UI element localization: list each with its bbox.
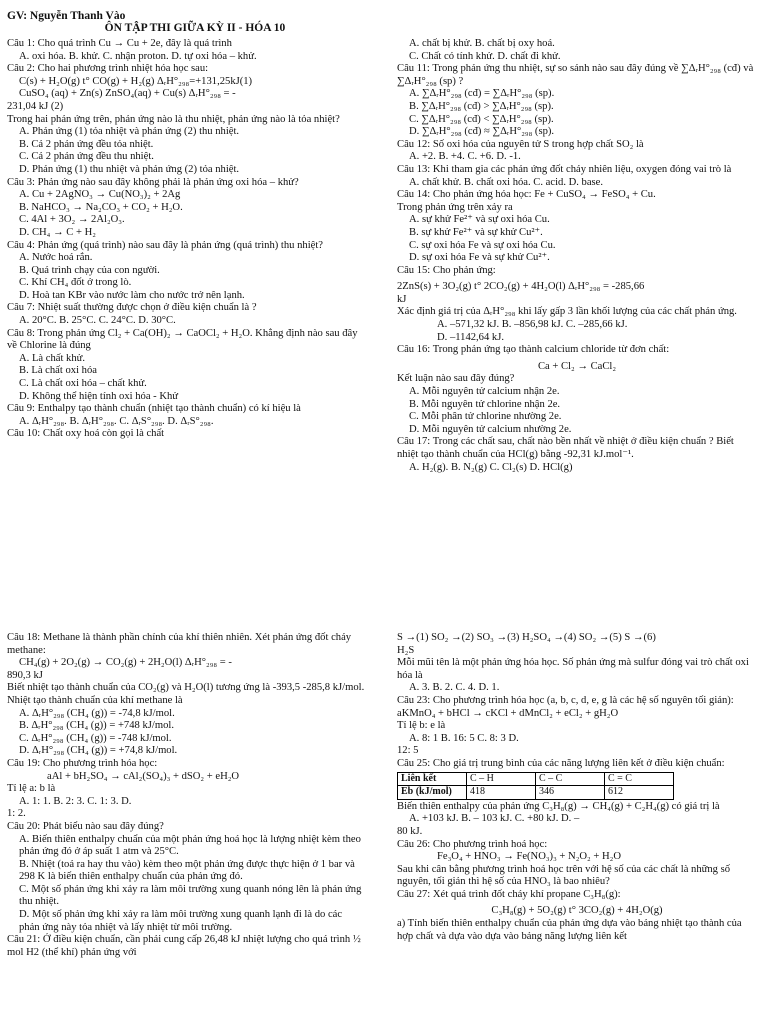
q15-eq-cont: kJ [397,293,407,305]
q12: Câu 12: Số oxi hóa của nguyên tử S trong hợp chất SO₂ là [397,138,644,150]
q9-options: A. ΔᵣH°₂₉₈. B. ΔᵣH°₂₉₈. C. ΔᵣS°₂₉₈. D. ΔᵣS°₂₉₈. [19,415,214,427]
q14-stem: Trong phản ứng trên xảy ra [397,201,513,213]
table-header-cell: C – H [467,772,536,786]
q2-c: C. Cả 2 phản ứng đều thu nhiệt. [19,151,154,163]
q19-options-cont: 1: 2. [7,808,26,820]
q25-options-cont: 80 kJ. [397,825,423,837]
q26-stem: Sau khi cân bằng phương trình hoá học trên với hệ số của các chất là những số nguyên, tối giản thì hệ số của HNO₃ là bao nhiêu? [397,863,731,888]
q27: Câu 27: Xét quá trình đốt cháy khí propane C₃H₈(g): [397,888,621,900]
table-cell: 612 [605,786,674,800]
q7: Câu 7: Nhiệt suất thường được chọn ở điều kiện chuẩn là ? [7,302,257,314]
q27-a: a) Tính biến thiên enthalpy chuẩn của phản ứng dựa vào bảng nhiệt tạo thành của hợp chất và dựa vào dựa vào bảng năng lượng liên kết [397,918,742,942]
q11: Câu 11: Trong phản ứng thu nhiệt, sự so sánh nào sau đây đúng về ∑ΔᵣH°₂₉₈ (cđ) và ∑ΔᵣH°₂₉₈ (sp) ? [397,63,754,87]
q17-options: A. H₂(g). B. N₂(g) C. Cl₂(s) D. HCl(g) [409,461,573,473]
q26-eq: Fe₃O₄ + HNO₃ → Fe(NO₃)₃ + N₂O₂ + H₂O [437,851,621,863]
q16-eq: Ca + Cl₂ → CaCl₂ [537,360,617,372]
q19: Câu 19: Cho phương trình hóa học: [7,757,158,769]
q2-eq1: C(s) + H₂O(g) t° CO(g) + H₂(g) ΔᵣH°₂₉₈=+131,25kJ(1) [19,75,253,87]
q13: Câu 13: Khi tham gia các phản ứng đốt cháy nhiên liệu, oxygen đóng vai trò là [397,163,732,175]
q13-options: A. chất khử. B. chất oxi hóa. C. acid. D. base. [409,176,604,188]
q14-d: D. sự oxi hóa Fe và sự khử Cu²⁺. [409,252,550,264]
q16-b: B. Mỗi nguyên tử chlorine nhận 2e. [409,398,561,410]
q18-eq: CH₄(g) + 2O₂(g) → CO₂(g) + 2H₂O(l) ΔᵣH°₂₉₈ = - [19,657,232,669]
q2-eq2: CuSO₄ (aq) + Zn(s) ZnSO₄(aq) + Cu(s) ΔᵣH°₂₉₈ = - [19,88,236,100]
q23-options: A. 8: 1 B. 16: 5 C. 8: 3 D. [409,732,519,744]
q22-chain-cont: H₂S [397,644,415,656]
q14-a: A. sự khử Fe²⁺ và sự oxi hóa Cu. [409,214,550,226]
q4-c: C. Khí CH₄ đốt ở trong lò. [19,277,132,289]
column-right-bottom [397,632,757,943]
q10-ab: A. chất bị khử. B. chất bị oxy hoá. [409,38,555,49]
q4-d: D. Hoà tan KBr vào nước làm cho nước trở nên lạnh. [19,289,245,301]
table-row [398,786,674,800]
bond-energy-table [397,772,674,800]
q20-b: B. Nhiệt (toả ra hay thu vào) kèm theo một phản ứng được thực hiện ở 1 bar và 298 K là biến thiên enthalpy chuẩn của phản ứng đó. [19,858,355,883]
q2-b: B. Cả 2 phản ứng đều tỏa nhiệt. [19,138,154,150]
q3-c: C. 4Al + 3O₂ → 2Al₂O₃. [19,214,125,226]
q3: Câu 3: Phản ứng nào sau đây không phải là phản ứng oxi hóa – khử? [7,176,299,188]
q11-c: C. ∑ΔᵣH°₂₉₈ (cđ) < ∑ΔᵣH°₂₉₈ (sp). [409,113,554,125]
table-header-cell: Liên kết [398,772,467,786]
column-left-top [7,38,365,441]
q16-c: C. Mỗi phân tử chlorine nhường 2e. [409,411,562,423]
q20-c: C. Một số phản ứng khi xảy ra làm môi trường xung quanh nóng lên là phản ứng thu nhiệt. [19,883,362,908]
q27-eq: C₃H₈(g) + 5O₂(g) t° 3CO₂(g) + 4H₂O(g) [491,905,663,917]
q8-c: C. Là chất oxi hóa – chất khử. [19,378,147,390]
q25: Câu 25: Cho giá trị trung bình của các năng lượng liên kết ở điều kiện chuẩn: [397,757,725,769]
q15-abc: A. –571,32 kJ. B. –856,98 kJ. C. –285,66 kJ. [437,319,628,331]
q15-d: D. –1142,64 kJ. [437,331,504,343]
column-left-bottom [7,632,365,959]
q23: Câu 23: Cho phương trình hóa học (a, b, c, d, e, g là các hệ số nguyên tối giản): aKMnO₄ + bHCl → cKCl + dMnCl₂ + eCl₂ + gH₂O [397,694,734,719]
q3-a: A. Cu + 2AgNO₃ → Cu(NO₃)₂ + 2Ag [19,189,181,201]
q18-c: C. ΔᵣH°₂₉₈ (CH₄ (g)) = -748 kJ/mol. [19,732,172,744]
q20: Câu 20: Phát biểu nào sau đây đúng? [7,820,164,832]
page-title: ÔN TẬP THI GIỮA KỲ II - HÓA 10 [104,22,286,34]
q18-d: D. ΔᵣH°₂₉₈ (CH₄ (g)) = +74,8 kJ/mol. [19,745,178,757]
q4-b: B. Quá trình chạy của con người. [19,264,160,276]
q16-a: A. Mỗi nguyên tử calcium nhận 2e. [409,386,560,398]
q22-chain: S →(1) SO₂ →(2) SO₃ →(3) H₂SO₄ →(4) SO₂ →(5) S →(6) [397,632,656,643]
q20-a: A. Biến thiên enthalpy chuẩn của một phản ứng hoá học là lượng nhiệt kèm theo phản ứng đó ở áp suất 1 atm và 25°C. [19,833,361,858]
q18: Câu 18: Methane là thành phần chính của khí thiên nhiên. Xét phản ứng đốt cháy methane: [7,632,352,656]
q15-eq: 2ZnS(s) + 3O₂(g) t° 2CO₂(g) + 4H₂O(l) ΔᵣH°₂₉₈ = -285,66 [397,281,645,293]
q11-b: B. ∑ΔᵣH°₂₉₈ (cđ) > ∑ΔᵣH°₂₉₈ (sp). [409,100,554,112]
q3-d: D. CH₄ → C + H₂ [19,226,96,238]
q3-b: B. NaHCO₃ → Na₂CO₃ + CO₂ + H₂O. [19,201,183,213]
q25-options: A. +103 kJ. B. – 103 kJ. C. +80 kJ. D. – [409,813,580,825]
q14-b: B. sự khử Fe²⁺ và sự khử Cu²⁺. [409,226,543,238]
q21: Câu 21: Ở điều kiện chuẩn, cần phải cung cấp 26,48 kJ nhiệt lượng cho quá trình ½ mol H2 (thể khí) phản ứng với [7,934,361,958]
q10-cd: C. Chất có tính khử. D. chất đi khử. [409,50,561,62]
q25-stem: Biến thiên enthalpy của phản ứng C₃H₈(g) → CH₄(g) + C₂H₄(g) có giá trị là [397,800,720,812]
q2-d: D. Phản ứng (1) thu nhiệt và phản ứng (2) tỏa nhiệt. [19,163,240,175]
q1-options: A. oxi hóa. B. khử. C. nhận proton. D. tự oxi hóa – khử. [19,50,257,62]
q23-stem: Tỉ lệ b: e là [397,720,446,732]
q18-b: B. ΔᵣH°₂₉₈ (CH₄ (g)) = +748 kJ/mol. [19,720,174,732]
table-cell: Eb (kJ/mol) [398,786,467,800]
q12-options: A. +2. B. +4. C. +6. D. -1. [409,151,521,163]
q7-options: A. 20°C. B. 25°C. C. 24°C. D. 30°C. [19,315,176,327]
q10: Câu 10: Chất oxy hoá còn gọi là chất [7,428,165,440]
teacher-name: GV: Nguyễn Thanh Vào [7,10,126,22]
q2-eq2-cont: 231,04 kJ (2) [7,100,64,112]
q4-a: A. Nước hoá rắn. [19,252,93,264]
q2-a: A. Phản ứng (1) tỏa nhiệt và phản ứng (2) thu nhiệt. [19,126,240,138]
q1: Câu 1: Cho quá trình Cu → Cu + 2e, đây là quá trình [7,38,232,49]
q11-a: A. ∑ΔᵣH°₂₉₈ (cđ) = ∑ΔᵣH°₂₉₈ (sp). [409,88,555,100]
q18-eq-cont: 890,3 kJ [7,669,43,681]
q19-options: A. 1: 1. B. 2: 3. C. 1: 3. D. [19,795,132,807]
q16: Câu 16: Trong phản ứng tạo thành calcium chloride từ đơn chất: [397,344,670,356]
table-cell: 346 [536,786,605,800]
table-row [398,772,674,786]
q8-a: A. Là chất khử. [19,352,86,364]
q11-d: D. ∑ΔᵣH°₂₉₈ (cđ) ≈ ∑ΔᵣH°₂₉₈ (sp). [409,126,555,138]
q8: Câu 8: Trong phản ứng Cl₂ + Ca(OH)₂ → CaOCl₂ + H₂O. Khẳng định nào sau đây về Chlorine là đúng [7,327,358,352]
q15: Câu 15: Cho phản ứng: [397,264,496,276]
q15-stem: Xác định giá trị của ΔᵣH°₂₉₈ khi lấy gấp 3 lần khối lượng của các chất phản ứng. [397,306,737,318]
q9: Câu 9: Enthalpy tạo thành chuẩn (nhiệt tạo thành chuẩn) có kí hiệu là [7,403,301,415]
table-cell: 418 [467,786,536,800]
table-header-cell: C – C [536,772,605,786]
q16-d: D. Mỗi nguyên tử calcium nhường 2e. [409,423,572,435]
q4: Câu 4: Phản ứng (quá trình) nào sau đây là phản ứng (quá trình) thu nhiệt? [7,239,323,251]
q23-options-cont: 12: 5 [397,745,419,757]
q18-stem: Biết nhiệt tạo thành chuẩn của CO₂(g) và H₂O(l) tương ứng là -393,5 -285,8 kJ/mol. Nhiệt tạo thành chuẩn của khí methane là [7,682,365,706]
q22-stem: Mỗi mũi tên là một phản ứng hóa học. Số phản ứng mà sulfur đóng vai trò chất oxi hóa là [397,657,749,681]
q8-d: D. Không thể hiện tính oxi hóa - Khử [19,390,179,402]
q26: Câu 26: Cho phương trình hoá học: [397,838,548,850]
q2-stem: Trong hai phản ứng trên, phản ứng nào là thu nhiệt, phản ứng nào là tỏa nhiệt? [7,113,340,125]
q17: Câu 17: Trong các chất sau, chất nào bền nhất về nhiệt ở điều kiện chuẩn ? Biết nhiệt tạo thành chuẩn của HCl(g) bằng -92,31 kJ.mol⁻¹. [397,436,734,460]
q22-options: A. 3. B. 2. C. 4. D. 1. [409,682,500,694]
q14-c: C. sự oxi hóa Fe và sự oxi hóa Cu. [409,239,556,251]
q19-stem: Tỉ lệ a: b là [7,783,56,795]
q14: Câu 14: Cho phản ứng hóa học: Fe + CuSO₄ → FeSO₄ + Cu. [397,189,656,201]
q8-b: B. Là chất oxi hóa [19,365,97,377]
q19-eq: aAl + bH₂SO₄ → cAl₂(SO₄)₃ + dSO₂ + eH₂O [47,770,240,782]
table-header-cell: C = C [605,772,674,786]
q18-a: A. ΔᵣH°₂₉₈ (CH₄ (g)) = -74,8 kJ/mol. [19,707,175,719]
q20-d: D. Một số phản ứng khi xảy ra làm môi trường xung quanh lạnh đi là do các phản ứng này tỏa nhiệt và lấy nhiệt từ môi trường. [19,909,343,933]
q16-stem: Kết luận nào sau đây đúng? [397,373,515,385]
q2: Câu 2: Cho hai phương trình nhiệt hóa học sau: [7,63,209,75]
column-right-top [397,38,757,474]
